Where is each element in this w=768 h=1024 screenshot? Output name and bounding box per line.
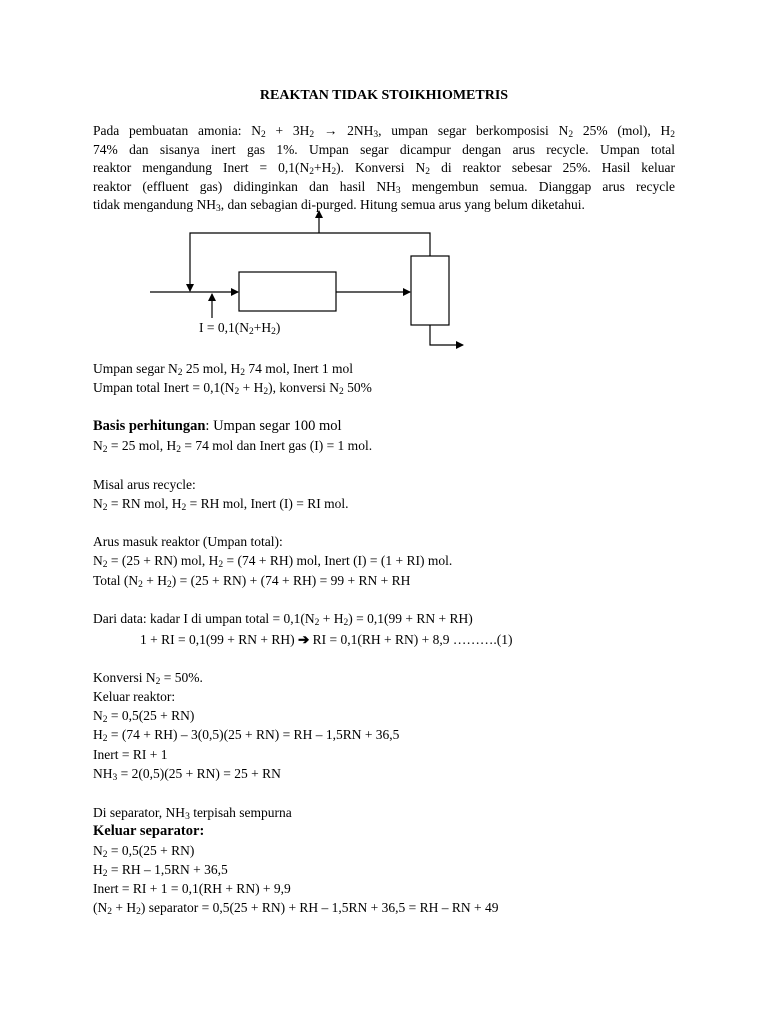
reactor-box (239, 272, 336, 311)
inlet-line-2: $N_2 = (25 + RN)$ mol, $H_2 = (74 + RH)$ mol, Inert (I) = (1 + RI) mol. (93, 553, 453, 570)
basis-line-2: $N_2 = 25$ mol, $H_2 = 74$ mol dan Inert gas (I) = 1 mol. (93, 438, 373, 455)
reactor-line-1: Konversi $N_2 = 50\%$. (93, 670, 203, 687)
page-title: REAKTAN TIDAK STOIKHIOMETRIS (259, 88, 509, 103)
problem-line: Pada pembuatan amonia: $N_2 + 3H_2 \to 2NH_3$, umpan segar berkomposisi $N_2$ 25% (mol), $H_2$ (93, 123, 675, 140)
inert-label: $I = 0,1(N_2+H_2)$ (199, 320, 281, 337)
reactor-line-4: $H_2 = (74 + RH) - 3(0,5)(25 + RN)$ = RH – 1,5RN + 36,5 (93, 727, 400, 744)
given-line-2: Umpan total Inert = $0,1(N_2 + H_2)$, konversi $N_2$ 50% (93, 380, 372, 397)
recycle-line (190, 233, 430, 291)
fromdata-line-2: 1 + RI = 0,1(99 + RN + RH) ➔ RI = 0,1(RH + RN) + 8,9 ……….(1) (140, 632, 513, 647)
recycle-heading: Misal arus recycle: (93, 477, 196, 492)
fromdata-line-1: Dari data: kadar I di umpan total = $0,1(N_2 + H_2) = 0,1(99$ + RN + RH) (93, 611, 473, 628)
problem-line: reaktor mengandung Inert = $0,1(N_2+H_2)$. Konversi $N_2$ di reaktor sebesar 25%. Hasil keluar (93, 160, 675, 178)
basis-heading: Basis perhitungan (93, 418, 206, 434)
problem-line: 74% dan sisanya inert gas 1%. Umpan segar dicampur dengan arus recycle. Umpan total (93, 141, 675, 157)
given-line-1: Umpan segar $N_2$ 25 mol, $H_2$ 74 mol, Inert 1 mol (93, 361, 353, 378)
problem-line: reaktor (effluent gas) didinginkan dan hasil $NH_3$ mengembun semua. Dianggap arus recycle (93, 178, 675, 196)
separator-heading: Keluar separator: (93, 823, 205, 839)
problem-line: tidak mengandung $NH_3$, dan sebagian di-purged. Hitung semua arus yang belum diketahui. (93, 197, 585, 215)
reactor-line-2: Keluar reaktor: (93, 689, 176, 704)
reactor-line-3: $N_2 = 0,5(25 + RN)$ (93, 708, 195, 725)
separator-line-6: $(N_2 + H_2)$ separator = 0,5(25 + RN) + RH – 1,5RN + 36,5 = RH – RN + 49 (93, 900, 499, 917)
separator-line-1: Di separator, $NH_3$ terpisah sempurna (93, 805, 292, 822)
recycle-line-2: $N_2$ = RN mol, $H_2$ = RH mol, Inert (I) = RI mol. (93, 496, 349, 513)
reactor-line-5: Inert = RI + 1 (93, 747, 168, 762)
basis-line-1: Basis perhitungan: Umpan segar 100 mol (93, 418, 342, 434)
implies-arrow-icon: ➔ (297, 632, 310, 647)
reactor-line-6: $NH_3 = 2(0,5)(25 + RN) = 25$ + RN (93, 766, 281, 783)
separator-line-5: Inert = RI + 1 = 0,1(RH + RN) + 9,9 (93, 881, 291, 896)
ammonia-product-arrow (430, 325, 463, 345)
separator-box (411, 256, 449, 325)
separator-line-3: $N_2 = 0,5(25 + RN)$ (93, 843, 195, 860)
separator-line-4: $H_2$ = RH – 1,5RN + 36,5 (93, 862, 228, 879)
inlet-heading: Arus masuk reaktor (Umpan total): (93, 534, 283, 549)
inlet-line-3: Total $(N_2 + H_2) = (25 + RN) + (74 + RH) = 99$ + RN + RH (93, 573, 411, 590)
